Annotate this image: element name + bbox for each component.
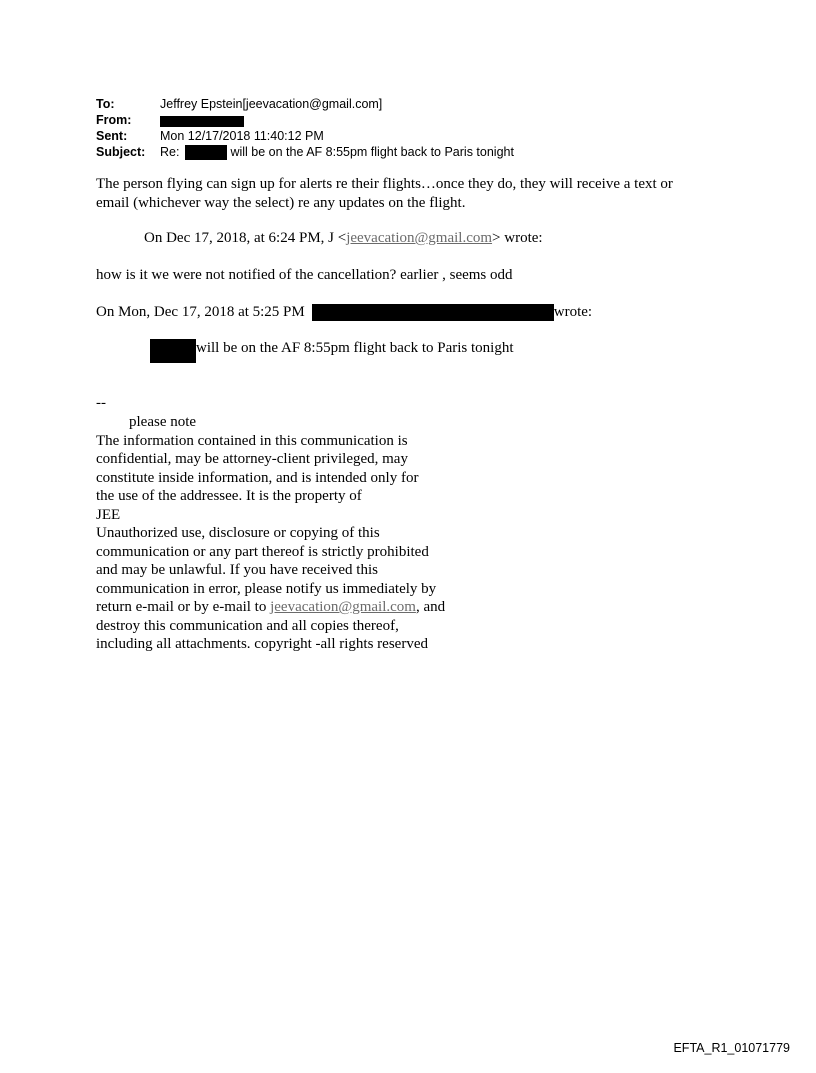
body-line: email (whichever way the select) re any updates on the flight. [96, 194, 466, 211]
sent-label: Sent: [96, 129, 128, 143]
disclaimer [96, 413, 476, 654]
subject-value [160, 144, 514, 160]
redaction-box [312, 304, 554, 321]
from-value [160, 114, 244, 127]
original-message [150, 339, 513, 363]
please-note: please note [129, 414, 197, 430]
subject-row [96, 144, 736, 160]
return-suffix: , and [415, 599, 446, 615]
redaction-box [185, 145, 227, 160]
quote-suffix: > wrote: [492, 230, 543, 246]
sent-row [96, 128, 736, 144]
email-link[interactable]: jeevacation@gmail.com [346, 230, 493, 246]
quote-prefix: On Dec 17, 2018, at 6:24 PM, J < [144, 230, 347, 246]
return-prefix: return e-mail or by e-mail to [96, 599, 271, 615]
reply-text: how is it we were not notified of the cancellation? earlier , seems odd [96, 267, 513, 283]
subject-label: Subject: [96, 145, 146, 159]
disclaimer-line: communication or any part thereof is strictly prohibited [96, 543, 429, 560]
sent-value: Mon 12/17/2018 11:40:12 PM [160, 129, 324, 143]
disclaimer-line: confidential, may be attorney-client privileged, may [96, 451, 408, 467]
original-message-text: will be on the AF 8:55pm flight back to Paris tonight [196, 340, 514, 356]
quote-suffix: wrote: [553, 304, 593, 320]
quote-header-1 [144, 229, 543, 248]
email-header [96, 96, 736, 160]
document-id: EFTA_R1_01071779 [673, 1041, 790, 1055]
disclaimer-line: destroy this communication and all copies thereof, [96, 617, 399, 634]
body-line: The person flying can sign up for alerts re their flights…once they do, they will receive a text or [96, 176, 673, 192]
to-label: To: [96, 97, 115, 111]
disclaimer-line: The information contained in this communication is [96, 432, 408, 449]
subject-prefix: Re: [160, 145, 180, 159]
disclaimer-line: constitute inside information, and is intended only for [96, 469, 419, 486]
signature-separator: -- [96, 395, 106, 411]
quote-header-2 [96, 303, 592, 322]
to-row [96, 96, 736, 112]
to-value: Jeffrey Epstein[jeevacation@gmail.com] [160, 97, 383, 111]
disclaimer-line: and may be unlawful. If you have received this [96, 562, 378, 578]
body-paragraph [96, 175, 673, 212]
quote-prefix: On Mon, Dec 17, 2018 at 5:25 PM [96, 304, 305, 320]
disclaimer-line [96, 598, 476, 617]
subject-text: will be on the AF 8:55pm flight back to Paris tonight [230, 145, 514, 159]
disclaimer-line: including all attachments. copyright -all rights reserved [96, 636, 428, 652]
from-label: From: [96, 113, 132, 127]
redaction-box [160, 116, 244, 127]
redaction-box [150, 339, 196, 363]
disclaimer-line: Unauthorized use, disclosure or copying of this [96, 525, 380, 541]
disclaimer-line: the use of the addressee. It is the property of [96, 488, 362, 504]
from-row [96, 112, 736, 128]
email-link[interactable]: jeevacation@gmail.com [270, 599, 416, 615]
disclaimer-line: communication in error, please notify us immediately by [96, 580, 437, 597]
disclaimer-line: JEE [96, 506, 121, 523]
